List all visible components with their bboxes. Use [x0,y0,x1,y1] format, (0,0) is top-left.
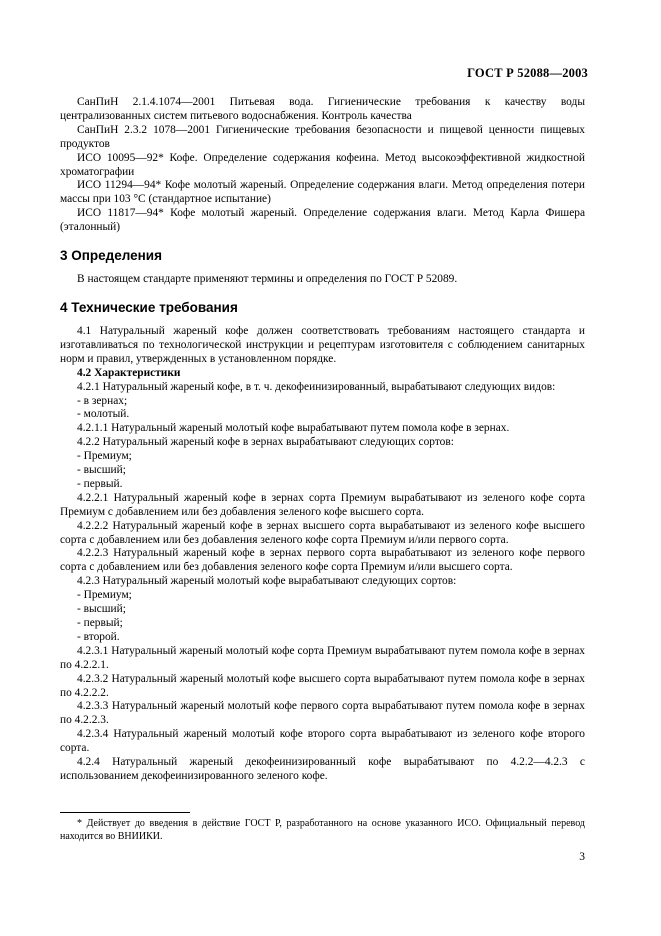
clause-4-2-heading: 4.2 Характеристики [77,366,181,379]
section-3-text: В настоящем стандарте применяют термины и определения по ГОСТ Р 52089. [77,273,458,286]
section-4-heading: 4 Технические требования [60,299,238,315]
clause-4-2-4: 4.2.4 Натуральный жареный декофеинизированный кофе вырабатывают по 4.2.2—4.2.3 с использованием декофеинизированного зеленого кофе. [60,756,585,782]
reference-sanpin-water: СанПиН 2.1.4.1074—2001 Питьевая вода. Гигиенические требования к качеству воды централизованных систем питьевого водоснабжения. Контроль качества [60,96,585,122]
clause-4-2-3-4: 4.2.3.4 Натуральный жареный молотый кофе второго сорта вырабатывают из зеленого кофе второго сорта. [60,728,585,755]
list-item: - Премиум; [77,450,132,463]
list-item: - молотый. [77,408,130,421]
standard-header: ГОСТ Р 52088—2003 [467,66,588,80]
list-item: - высший; [77,603,126,616]
section-3-heading: 3 Определения [60,248,162,264]
reference-iso-11817: ИСО 11817—94* Кофе молотый жареный. Определение содержания влаги. Метод Карла Фишера (эталонный) [60,207,585,234]
clause-4-2-3-3: 4.2.3.3 Натуральный жареный молотый кофе первого сорта вырабатывают путем помола кофе в зернах по 4.2.2.3. [60,700,585,727]
clause-4-2-1-1: 4.2.1.1 Натуральный жареный молотый кофе вырабатывают путем помола кофе в зернах. [77,422,510,435]
footnote: * Действует до введения в действие ГОСТ Р, разработанного на основе указанного ИСО. Официальный перевод находится во ВНИИКИ. [60,818,585,842]
reference-sanpin-food: СанПиН 2.3.2 1078—2001 Гигиенические требования безопасности и пищевой ценности пищевых продуктов [60,123,585,150]
list-item: - второй. [77,630,120,643]
clause-4-2-1: 4.2.1 Натуральный жареный кофе, в т. ч. декофеинизированный, вырабатывают следующих видов: [77,380,556,393]
list-item: - Премиум; [77,589,132,602]
clause-4-1: 4.1 Натуральный жареный кофе должен соответствовать требованиям настоящего стандарта и изготавливаться по технологической инструкции и рецептурам изготовителя с соблюдением санитарных норм и правил, утвержденных в установленном порядке. [60,324,585,365]
footnote-divider [60,812,190,813]
clause-4-2-2: 4.2.2 Натуральный жареный кофе в зернах вырабатывают следующих сортов: [77,436,454,449]
list-item: - первый. [77,477,123,490]
reference-iso-10095: ИСО 10095—92* Кофе. Определение содержания кофеина. Метод высокоэффективной жидкостной хроматографии [60,151,585,178]
clause-4-2-2-1: 4.2.2.1 Натуральный жареный кофе в зернах сорта Премиум вырабатывают из зеленого кофе сорта Премиум с добавлением или без добавления зеленого кофе высшего сорта. [60,491,585,518]
clause-4-2-2-2: 4.2.2.2 Натуральный жареный кофе в зернах высшего сорта вырабатывают из зеленого кофе высшего сорта с добавлением или без добавления зеленого кофе сорта Премиум и/или первого сорта. [60,519,585,546]
clause-4-2-3-1: 4.2.3.1 Натуральный жареный молотый кофе сорта Премиум вырабатывают путем помола кофе в зернах по 4.2.2.1. [60,644,585,671]
clause-4-2-3-2: 4.2.3.2 Натуральный жареный молотый кофе высшего сорта вырабатывают путем помола кофе в зернах по 4.2.2.2. [60,672,585,699]
list-item: - высший; [77,464,126,477]
clause-4-2-2-3: 4.2.2.3 Натуральный жареный кофе в зернах первого сорта вырабатывают из зеленого кофе первого сорта с добавлением или без добавления зеленого кофе сорта Премиум и/или высшего сорта. [60,547,585,574]
page-number: 3 [579,851,585,863]
reference-iso-11294: ИСО 11294—94* Кофе молотый жареный. Определение содержания влаги. Метод определения потери массы при 103 °С (стандартное испытание) [60,179,585,206]
document-body [60,96,585,784]
list-item: - первый; [77,617,123,629]
clause-4-2-3: 4.2.3 Натуральный жареный молотый кофе вырабатывают следующих сортов: [77,575,457,588]
list-item: - в зернах; [77,394,128,407]
